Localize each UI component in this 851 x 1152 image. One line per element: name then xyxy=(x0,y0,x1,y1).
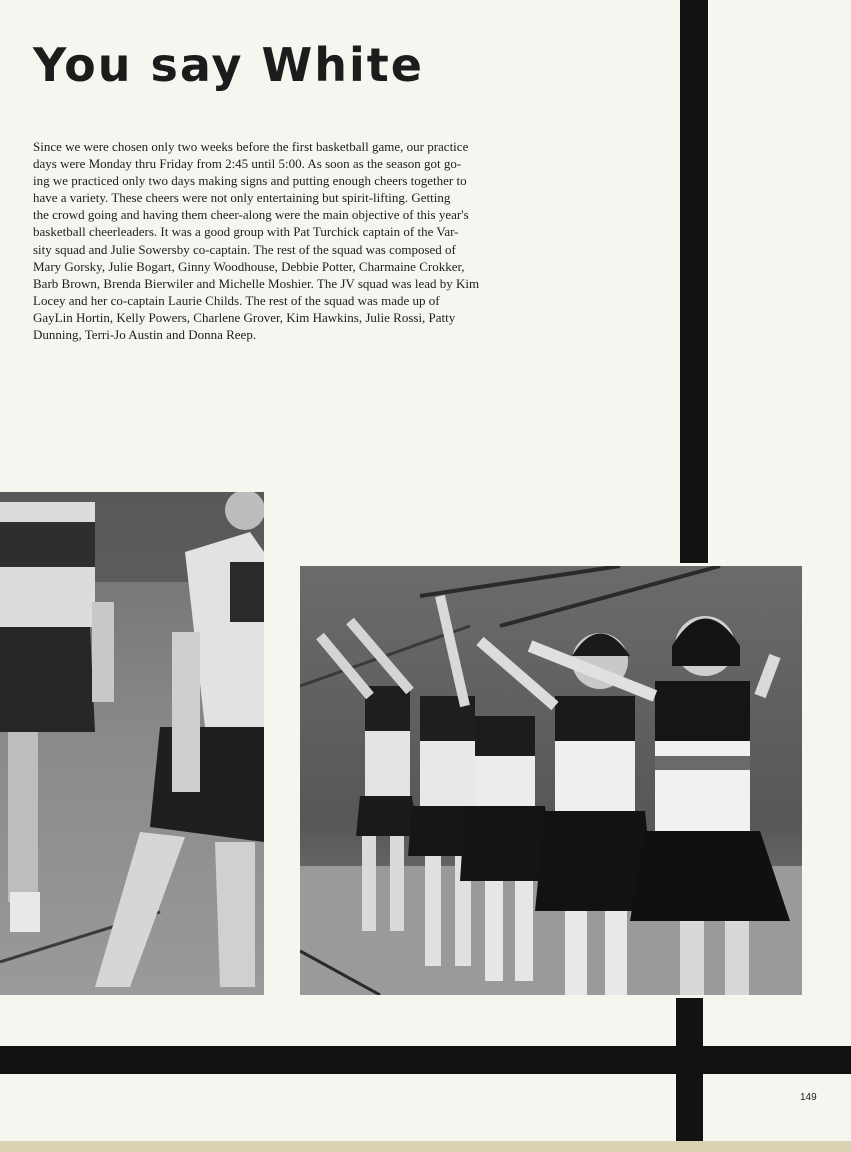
body-line: have a variety. These cheers were not only entertaining but spirit-lifting. Getting xyxy=(33,190,451,206)
decorative-horizontal-bar xyxy=(0,1046,851,1074)
page-title: You say White xyxy=(33,38,424,92)
photo-cheerleaders-lineup-image xyxy=(300,566,802,995)
page-number: 149 xyxy=(800,1092,817,1103)
body-line: Since we were chosen only two weeks before the first basketball game, our practice xyxy=(33,139,469,154)
article-body xyxy=(33,138,543,343)
page-bottom-edge xyxy=(0,1141,851,1152)
body-line: ing we practiced only two days making signs and putting enough cheers together to xyxy=(33,173,467,189)
body-line: Mary Gorsky, Julie Bogart, Ginny Woodhouse, Debbie Potter, Charmaine Crokker, xyxy=(33,258,465,274)
photo-cheerleaders-close-up xyxy=(0,492,264,995)
photo-cheerleaders-close-up-image xyxy=(0,492,264,995)
photo-cheerleaders-lineup xyxy=(300,566,802,995)
body-line: days were Monday thru Friday from 2:45 until 5:00. As soon as the season got go- xyxy=(33,156,462,172)
decorative-vertical-bar-top xyxy=(680,0,708,563)
body-line: sity squad and Julie Sowersby co-captain. The rest of the squad was composed of xyxy=(33,241,456,257)
body-line: GayLin Hortin, Kelly Powers, Charlene Grover, Kim Hawkins, Julie Rossi, Patty xyxy=(33,309,456,325)
body-line: the crowd going and having them cheer-along were the main objective of this year's xyxy=(33,207,469,223)
body-line: Barb Brown, Brenda Bierwiler and Michelle Moshier. The JV squad was lead by Kim xyxy=(33,275,480,291)
body-line: Dunning, Terri-Jo Austin and Donna Reep. xyxy=(33,327,257,343)
body-line: Locey and her co-captain Laurie Childs. The rest of the squad was made up of xyxy=(33,292,440,308)
decorative-vertical-bar-bottom xyxy=(676,998,703,1141)
body-line: basketball cheerleaders. It was a good group with Pat Turchick captain of the Var- xyxy=(33,224,459,240)
